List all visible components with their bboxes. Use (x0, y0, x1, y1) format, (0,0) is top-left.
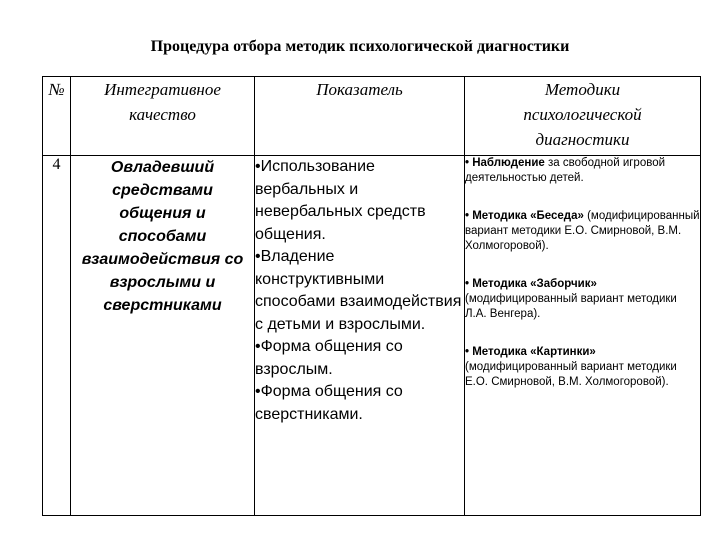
header-num: № (43, 77, 71, 156)
method-name: • Методика «Заборчик» (465, 278, 597, 290)
table-header-row (43, 77, 701, 156)
row-quality: Овладевший средствами общения и способами взаимодействия со взрослыми и сверстниками (71, 156, 255, 516)
method-item (465, 156, 700, 186)
page-title: Процедура отбора методик психологической диагностики (150, 38, 570, 55)
method-desc: (модифицированный вариант методики Л.А. Венгера). (465, 293, 677, 320)
method-desc: (модифицированный вариант методики Е.О. Смирновой, В.М. Холмогоровой). (465, 361, 677, 388)
indicator-item: •Использование вербальных и невербальных средств общения. (255, 158, 426, 243)
row-methods (465, 156, 701, 516)
method-item (465, 345, 700, 390)
method-item (465, 209, 700, 254)
indicator-item: •Владение конструктивными способами взаимодействия с детьми и взрослыми. (255, 248, 462, 333)
header-methods: Методики психологической диагностики (465, 77, 701, 156)
method-desc: за свободной игровой деятельностью детей. (465, 157, 666, 184)
method-item (465, 277, 700, 322)
method-name: • Методика «Беседа» (465, 210, 584, 222)
header-indicator: Показатель (255, 77, 465, 156)
method-name: • Наблюдение (465, 157, 545, 169)
row-num: 4 (43, 156, 71, 516)
indicator-item: •Форма общения со сверстниками. (255, 383, 403, 423)
method-desc: (модифицированный вариант методики Е.О. Смирновой, В.М. Холмогоровой). (465, 210, 700, 252)
header-quality: Интегративное качество (71, 77, 255, 156)
diagnostics-table (42, 76, 701, 516)
indicator-item: •Форма общения со взрослым. (255, 338, 403, 378)
method-name: • Методика «Картинки» (465, 346, 596, 358)
row-indicators (255, 156, 465, 516)
table-row (43, 156, 701, 516)
